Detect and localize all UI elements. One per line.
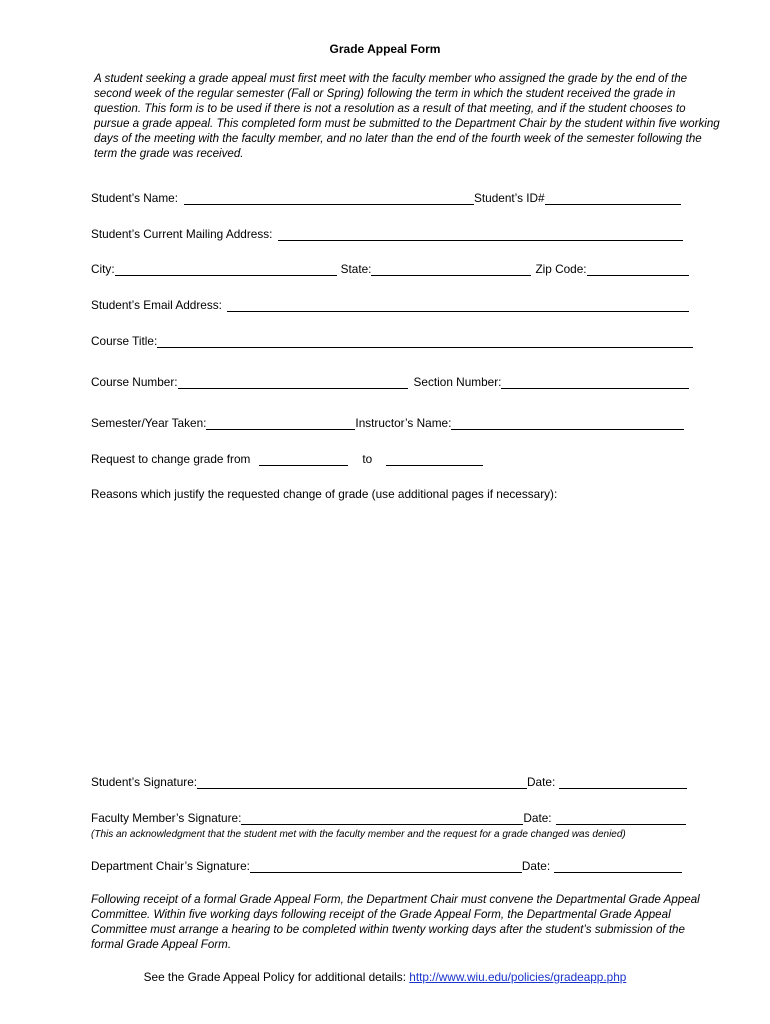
email-label: Student’s Email Address: bbox=[91, 298, 222, 312]
mailing-address-label: Student’s Current Mailing Address: bbox=[91, 227, 273, 241]
chair-date-field[interactable] bbox=[554, 860, 682, 873]
semester-year-field[interactable] bbox=[206, 417, 355, 430]
intro-paragraph: A student seeking a grade appeal must first meet with the faculty member who assigned the grade by the end of the second week of the regular semester (Fall or Spring) following the term in which the student received the grade in question. This form is to be used if there is not a resolution as a result of that meeting, and if the student chooses to pursue a grade appeal. This completed form must be submitted to the Department Chair by the student within five working days of the meeting with the faculty member, and no later than the end of the fourth week of the semester following the term the grade was received. bbox=[94, 72, 720, 160]
student-signature-label: Student’s Signature: bbox=[91, 775, 198, 789]
course-section-row bbox=[91, 375, 689, 389]
faculty-signature-row bbox=[91, 811, 686, 825]
chair-date-label: Date: bbox=[521, 859, 551, 873]
student-date-label: Date: bbox=[527, 775, 556, 789]
policy-link[interactable]: http://www.wiu.edu/policies/gradeapp.php bbox=[409, 970, 627, 984]
grade-from-label: Request to change grade from bbox=[91, 452, 251, 466]
city-state-zip-row bbox=[91, 262, 689, 276]
zip-field[interactable] bbox=[587, 263, 689, 276]
student-date-field[interactable] bbox=[559, 776, 687, 789]
student-name-row bbox=[91, 191, 681, 205]
grade-change-row bbox=[91, 452, 483, 466]
grade-to-label: to bbox=[362, 452, 373, 466]
city-field[interactable] bbox=[115, 263, 337, 276]
faculty-date-field[interactable] bbox=[556, 812, 686, 825]
course-title-row bbox=[91, 334, 693, 348]
student-id-field[interactable] bbox=[545, 192, 681, 205]
instructor-label: Instructor’s Name: bbox=[355, 416, 452, 430]
faculty-signature-label: Faculty Member’s Signature: bbox=[91, 811, 242, 825]
student-id-label: Student’s ID# bbox=[474, 191, 545, 205]
grade-from-field[interactable] bbox=[259, 453, 348, 466]
footer-text: See the Grade Appeal Policy for additional details: bbox=[143, 970, 410, 984]
chair-signature-row bbox=[91, 859, 682, 873]
reasons-label: Reasons which justify the requested change of grade (use additional pages if necessary): bbox=[91, 487, 558, 501]
course-number-field[interactable] bbox=[178, 376, 408, 389]
course-title-label: Course Title: bbox=[91, 334, 158, 348]
mailing-address-field[interactable] bbox=[278, 228, 683, 241]
footer bbox=[0, 970, 770, 984]
chair-signature-label: Department Chair’s Signature: bbox=[91, 859, 250, 873]
closing-paragraph: Following receipt of a formal Grade Appeal Form, the Department Chair must convene the Departmental Grade Appeal Committee. Within five working days following receipt of the Grade Appeal Form, the Departmental Grade Appeal Committee must arrange a hearing to be completed within twenty working days after the student’s submission of the formal Grade Appeal Form. bbox=[91, 893, 700, 951]
form-title: Grade Appeal Form bbox=[329, 42, 441, 56]
faculty-note: (This an acknowledgment that the student met with the faculty member and the request for a grade changed was denied) bbox=[91, 829, 626, 840]
student-name-label: Student’s Name: bbox=[91, 191, 178, 205]
city-label: City: bbox=[91, 262, 115, 276]
reasons-row bbox=[91, 487, 557, 501]
email-row bbox=[91, 298, 689, 312]
chair-signature-field[interactable] bbox=[250, 860, 522, 873]
instructor-field[interactable] bbox=[451, 417, 684, 430]
student-name-field[interactable] bbox=[184, 192, 474, 205]
student-signature-field[interactable] bbox=[197, 776, 527, 789]
section-number-field[interactable] bbox=[501, 376, 689, 389]
section-number-label: Section Number: bbox=[413, 375, 502, 389]
email-field[interactable] bbox=[227, 299, 689, 312]
course-title-field[interactable] bbox=[157, 335, 693, 348]
reasons-area[interactable] bbox=[91, 510, 699, 760]
zip-label: Zip Code: bbox=[535, 262, 587, 276]
course-number-label: Course Number: bbox=[91, 375, 178, 389]
mailing-address-row bbox=[91, 227, 683, 241]
state-label: State: bbox=[340, 262, 372, 276]
student-signature-row bbox=[91, 775, 687, 789]
semester-instructor-row bbox=[91, 416, 684, 430]
faculty-signature-field[interactable] bbox=[241, 812, 523, 825]
state-field[interactable] bbox=[371, 263, 531, 276]
semester-year-label: Semester/Year Taken: bbox=[91, 416, 207, 430]
faculty-date-label: Date: bbox=[523, 811, 552, 825]
grade-to-field[interactable] bbox=[386, 453, 483, 466]
